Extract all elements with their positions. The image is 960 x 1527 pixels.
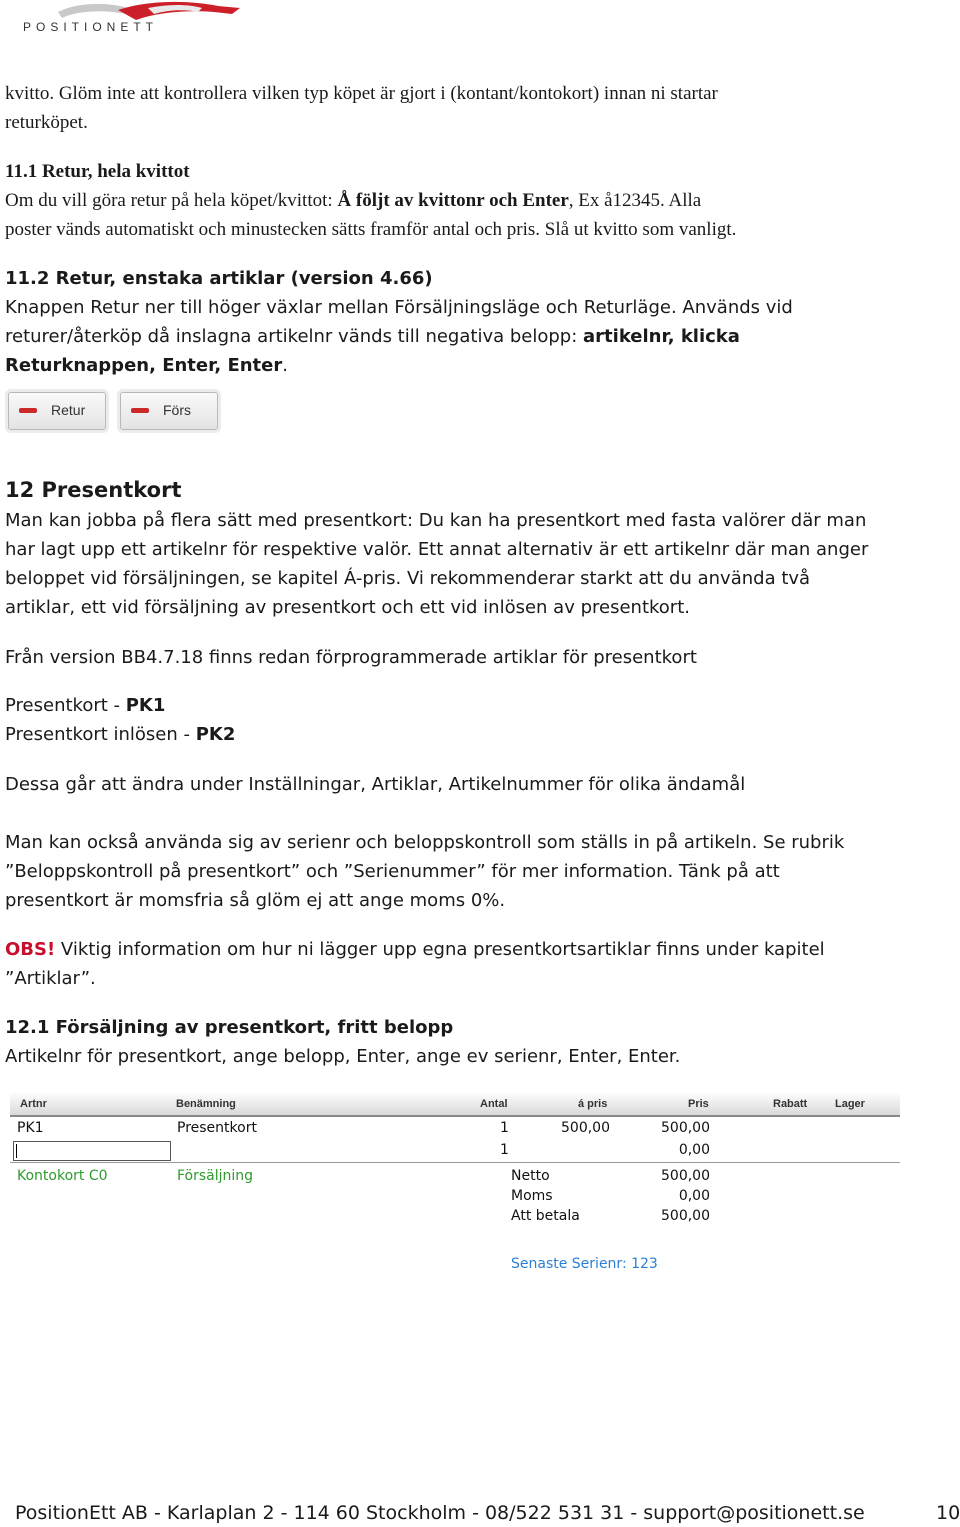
- version-note: Från version BB4.7.18 finns redan förprogrammerade artiklar för presentkort: [5, 647, 697, 668]
- pk2-line: Presentkort inlösen - PK2: [5, 724, 236, 745]
- col-rabatt: Rabatt: [773, 1098, 808, 1110]
- page-number: 10: [936, 1502, 960, 1524]
- change-note: Dessa går att ändra under Inställningar, Artiklar, Artikelnummer för olika ändamål: [5, 774, 746, 795]
- grid-divider: [10, 1162, 900, 1163]
- mode-label: Försäljning: [177, 1168, 254, 1184]
- col-antal: Antal: [480, 1098, 508, 1110]
- minus-icon: [19, 408, 37, 413]
- serie-line-3: presentkort är momsfria så glöm ej att ange moms 0%.: [5, 890, 506, 911]
- netto-value: 500,00: [661, 1168, 710, 1184]
- total-label: Att betala: [511, 1208, 580, 1224]
- serial-label: Senaste Serienr: 123: [511, 1256, 658, 1272]
- s11-2-line-3: Returknappen, Enter, Enter.: [5, 355, 288, 376]
- grid-header: [10, 1093, 900, 1117]
- col-apris: á pris: [578, 1098, 608, 1110]
- logo-text: POSITIONETT: [23, 20, 159, 34]
- col-pris: Pris: [688, 1098, 709, 1110]
- obs-line-1: OBS! Viktig information om hur ni lägger upp egna presentkortsartiklar finns under kapitel: [5, 939, 825, 960]
- s11-2-line-1: Knappen Retur ner till höger växlar mellan Försäljningsläge och Returläge. Används vid: [5, 297, 793, 318]
- s11-1-line-1: Om du vill göra retur på hela köpet/kvittot: Å följt av kvittonr och Enter, Ex å12345. Alla: [5, 190, 702, 211]
- text-cursor: [16, 1144, 17, 1158]
- col-lager: Lager: [835, 1098, 865, 1110]
- s12-line-2: har lagt upp ett artikelnr för respektive valör. Ett annat alternativ är ett artikelnr där man anger: [5, 539, 869, 560]
- s12-line-4: artiklar, ett vid försäljning av presentkort och ett vid inlösen av presentkort.: [5, 597, 690, 618]
- serie-line-2: ”Beloppskontroll på presentkort” och ”Serienummer” för mer information. Tänk på att: [5, 861, 780, 882]
- intro-line-1: kvitto. Glöm inte att kontrollera vilken typ köpet är gjort i (kontant/kontokort) innan ni startar: [5, 83, 718, 104]
- customer-label: Kontokort C0: [17, 1168, 108, 1184]
- row2-antal: 1: [500, 1142, 509, 1158]
- minus-icon: [131, 408, 149, 413]
- obs-line-2: ”Artiklar”.: [5, 968, 96, 989]
- moms-label: Moms: [511, 1188, 553, 1204]
- retur-button[interactable]: [8, 392, 106, 430]
- row1-name: Presentkort: [177, 1120, 257, 1136]
- heading-11-2: 11.2 Retur, enstaka artiklar (version 4.66): [5, 268, 433, 289]
- heading-12: 12 Presentkort: [5, 478, 182, 502]
- row1-pris: 500,00: [661, 1120, 710, 1136]
- pk1-line: Presentkort - PK1: [5, 695, 166, 716]
- fors-button-label: Förs: [163, 402, 191, 418]
- heading-11-1: 11.1 Retur, hela kvittot: [5, 161, 190, 182]
- serie-line-1: Man kan också använda sig av serienr och beloppskontroll som ställs in på artikeln. Se rubrik: [5, 832, 845, 853]
- footer-contact: PositionEtt AB - Karlaplan 2 - 114 60 Stockholm - 08/522 531 31 - support@positionett.se: [15, 1502, 865, 1524]
- moms-value: 0,00: [678, 1188, 710, 1204]
- fors-button[interactable]: [120, 392, 218, 430]
- s11-1-line-2: poster vänds automatiskt och minustecken sätts framför antal och pris. Slå ut kvitto som vanligt.: [5, 219, 737, 240]
- total-value: 500,00: [661, 1208, 710, 1224]
- row2-pris: 0,00: [678, 1142, 710, 1158]
- row1-apris: 500,00: [561, 1120, 610, 1136]
- netto-label: Netto: [511, 1168, 550, 1184]
- heading-12-1: 12.1 Försäljning av presentkort, fritt belopp: [5, 1017, 454, 1038]
- artnr-input[interactable]: [13, 1141, 171, 1161]
- retur-button-label: Retur: [51, 402, 86, 418]
- s12-line-3: beloppet vid försäljningen, se kapitel Á-pris. Vi rekommenderar starkt att du använda två: [5, 568, 811, 589]
- s12-1-line-1: Artikelnr för presentkort, ange belopp, Enter, ange ev serienr, Enter, Enter.: [5, 1046, 681, 1067]
- intro-line-2: returköpet.: [5, 112, 88, 133]
- col-artnr: Artnr: [20, 1098, 47, 1110]
- col-benamning: Benämning: [176, 1098, 236, 1110]
- row1-artnr: PK1: [17, 1120, 44, 1136]
- row1-antal: 1: [500, 1120, 509, 1136]
- s11-2-line-2: returer/återköp då inslagna artikelnr vänds till negativa belopp: artikelnr, klicka: [5, 326, 740, 347]
- s12-line-1: Man kan jobba på flera sätt med presentkort: Du kan ha presentkort med fasta valörer där man: [5, 510, 867, 531]
